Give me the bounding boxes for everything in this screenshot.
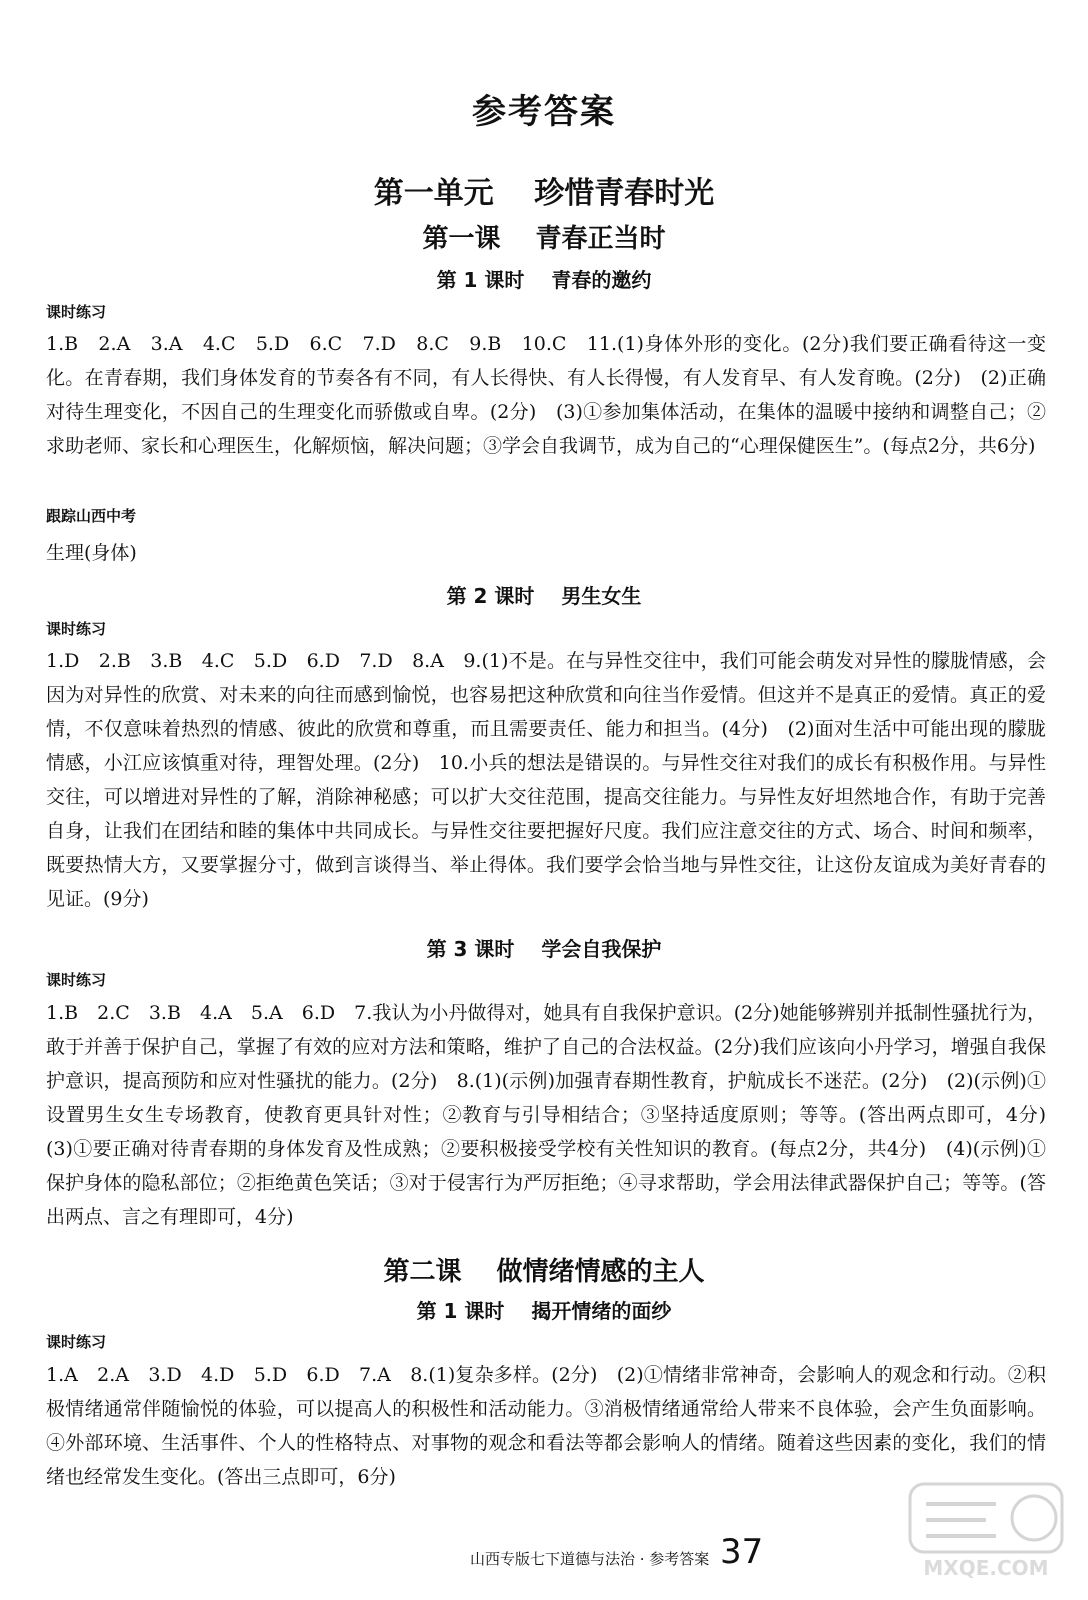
page-title: 参考答案 <box>472 92 616 132</box>
lesson-1-period-2-label: 课时练习 <box>46 620 107 638</box>
lesson-2-period-1-label: 课时练习 <box>46 1333 107 1351</box>
unit-title: 第一单元 珍惜青春时光 <box>373 176 715 211</box>
page-number: 37 <box>720 1532 764 1572</box>
lesson-1-period-1-exam-answer: 生理(身体) <box>46 542 137 564</box>
lesson-1-period-3-title: 第 3 课时 学会自我保护 <box>426 937 662 961</box>
lesson-1-period-1-exam-label: 跟踪山西中考 <box>46 507 137 525</box>
lesson-1-period-1-title: 第 1 课时 青春的邀约 <box>436 268 652 292</box>
lesson-1-period-2-title: 第 2 课时 男生女生 <box>446 584 642 608</box>
lesson-1-period-1-answers: 1.B 2.A 3.A 4.C 5.D 6.C 7.D 8.C 9.B 10.C 11.(1)身体外形的变化。(2分)我们要正确看待这一变化。在青春期，我们身体发育的节奏各有不同，有人长得快、有人长得慢，有人发育早、有人发育晚。(2分) (2)正确对待生理变化，不因自己的生理变化而骄傲或自卑。(2分) (3)①参加集体活动，在集体的温暖中接纳和调整自己；②求助老师、家长和心理医生，化解烦恼，解决问题；③学会自我调节，成为自己的“心理保健医生”。(每点2分，共6分) <box>46 333 1046 457</box>
lesson-1-period-1-label: 课时练习 <box>46 303 107 321</box>
watermark-badge-icon <box>906 1478 1066 1558</box>
lesson-1-period-3-answers: 1.B 2.C 3.B 4.A 5.A 6.D 7.我认为小丹做得对，她具有自我保护意识。(2分)她能够辨别并抵制性骚扰行为，敢于并善于保护自己，掌握了有效的应对方法和策略，维护了自己的合法权益。(2分)我们应该向小丹学习，增强自我保护意识，提高预防和应对性骚扰的能力。(2分) 8.(1)(示例)加强青春期性教育，护航成长不迷茫。(2分) (2)(示例)①设置男生女生专场教育，使教育更具针对性；②教育与引导相结合；③坚持适度原则；等等。(答出两点即可，4分) (3)①要正确对待青春期的身体发育及性成熟；②要积极接受学校有关性知识的教育。(每点2分，共4分) (4)(示例)①保护身体的隐私部位；②拒绝黄色笑话；③对于侵害行为严厉拒绝；④寻求帮助，学会用法律武器保护自己；等等。(答出两点、言之有理即可，4分) <box>46 1002 1066 1228</box>
watermark-text: MXQE.COM <box>923 1556 1049 1580</box>
lesson-1-period-2-answers: 1.D 2.B 3.B 4.C 5.D 6.D 7.D 8.A 9.(1)不是。在与异性交往中，我们可能会萌发对异性的朦胧情感，会因为对异性的欣赏、对未来的向往而感到愉悦，也容易把这种欣赏和向往当作爱情。但这并不是真正的爱情。真正的爱情，不仅意味着热烈的情感、彼此的欣赏和尊重，而且需要责任、能力和担当。(4分) (2)面对生活中可能出现的朦胧情感，小江应该慎重对待，理智处理。(2分) 10.小兵的想法是错误的。与异性交往对我们的成长有积极作用。与异性交往，可以增进对异性的了解，消除神秘感；可以扩大交往范围，提高交往能力。与异性友好坦然地合作，有助于完善自身，让我们在团结和睦的集体中共同成长。与异性交往要把握好尺度。我们应注意交往的方式、场合、时间和频率，既要热情大方，又要掌握分寸，做到言谈得当、举止得体。我们要学会恰当地与异性交往，让这份友谊成为美好青春的见证。(9分) <box>46 650 1046 910</box>
lesson-2-period-1-answers: 1.A 2.A 3.D 4.D 5.D 6.D 7.A 8.(1)复杂多样。(2分) (2)①情绪非常神奇，会影响人的观念和行动。②积极情绪通常伴随愉悦的体验，可以提高人的积极性和活动能力。③消极情绪通常给人带来不良体验，会产生负面影响。④外部环境、生活事件、个人的性格特点、对事物的观念和看法等都会影响人的情绪。随着这些因素的变化，我们的情绪也经常发生变化。(答出三点即可，6分) <box>46 1364 1046 1488</box>
watermark-logo <box>906 1478 1066 1588</box>
lesson-2-title: 第二课 做情绪情感的主人 <box>383 1257 705 1287</box>
lesson-2-period-1-title: 第 1 课时 揭开情绪的面纱 <box>416 1299 672 1323</box>
lesson-1-title: 第一课 青春正当时 <box>422 224 666 254</box>
lesson-1-period-3-label: 课时练习 <box>46 971 107 989</box>
footer-book-title: 山西专版七下道德与法治 · 参考答案 <box>470 1550 710 1568</box>
